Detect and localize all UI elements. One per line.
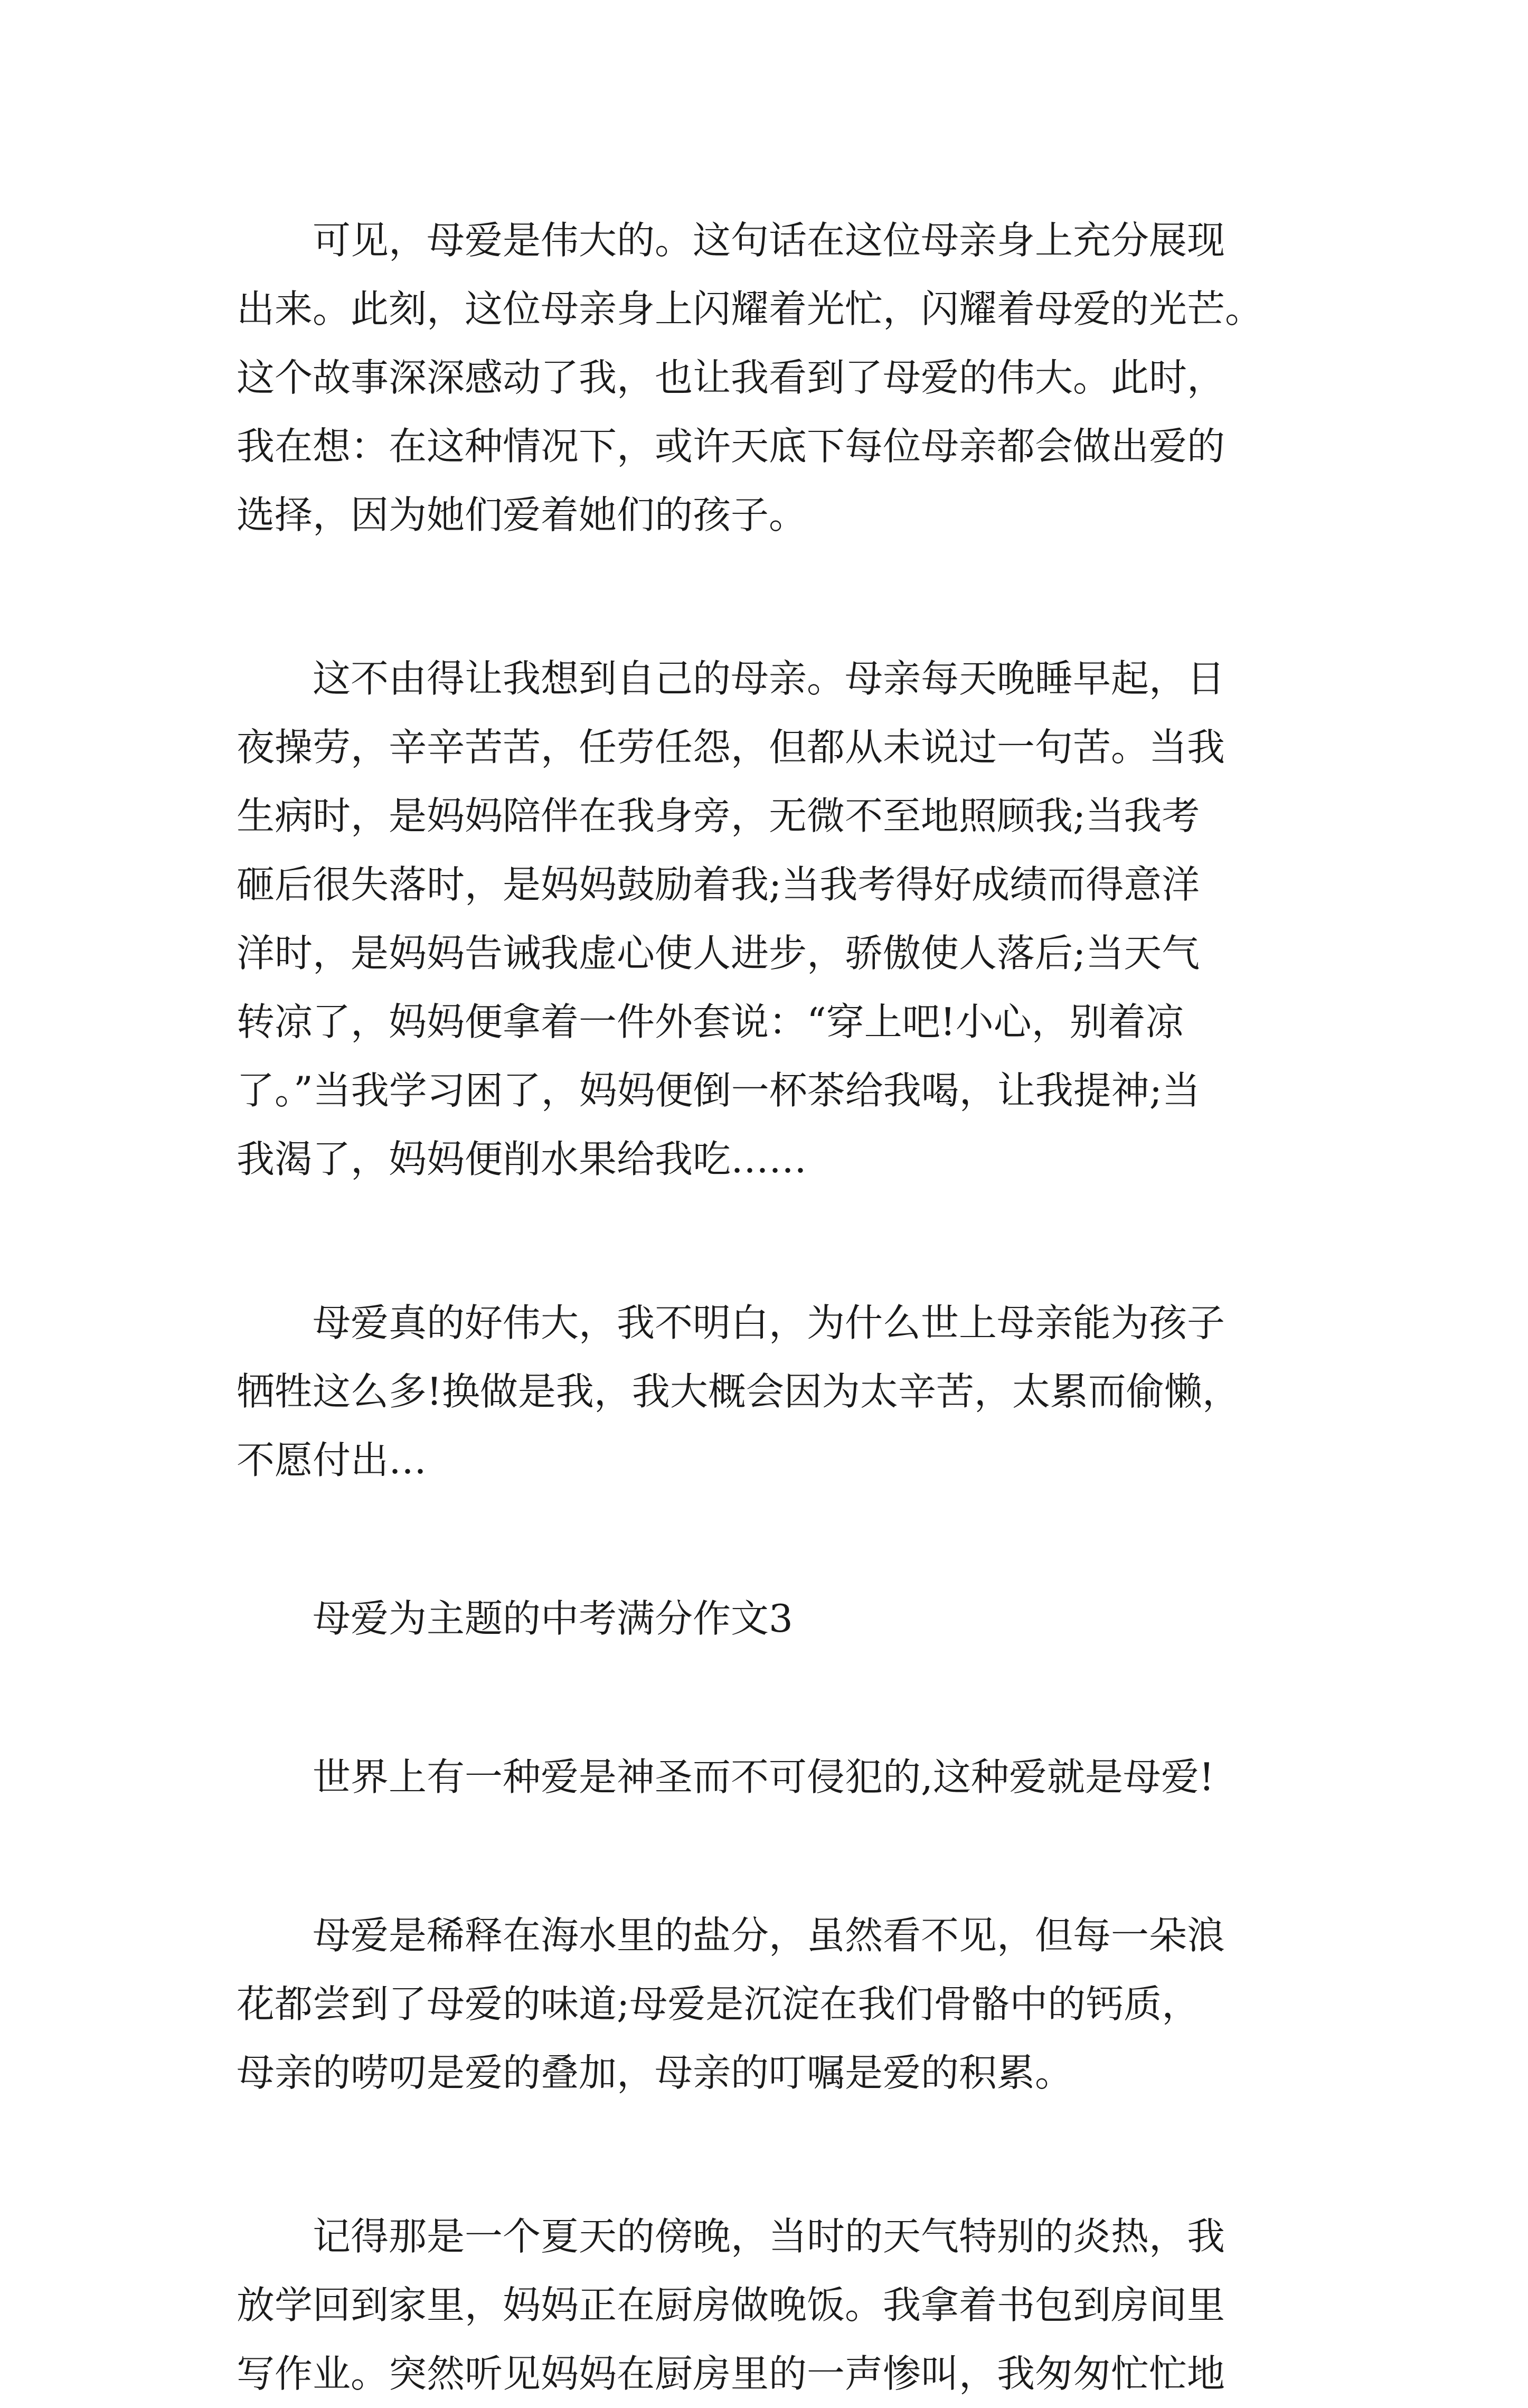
paragraph-line: 了。”当我学习困了，妈妈便倒一杯茶给我喝，让我提神;当 (237, 1068, 1201, 1113)
paragraph-line: 出来。此刻，这位母亲身上闪耀着光忙，闪耀着母爱的光芒。 (237, 287, 1263, 331)
paragraph-spacer (237, 1494, 1314, 1584)
paragraph-line: 这个故事深深感动了我，也让我看到了母爱的伟大。此时， (237, 355, 1225, 400)
paragraph-3 (237, 1288, 1314, 1494)
paragraph-line: 生病时，是妈妈陪伴在我身旁，无微不至地照顾我;当我考 (237, 794, 1200, 838)
paragraph-line: 这不由得让我想到自己的母亲。母亲每天晚睡早起，日 (313, 656, 1225, 701)
paragraph-line: 世界上有一种爱是神圣而不可侵犯的,这种爱就是母爱! (313, 1755, 1214, 1799)
paragraph-spacer (237, 549, 1314, 644)
document-body (237, 206, 1314, 2408)
section-title (237, 1584, 1314, 1653)
paragraph-spacer (237, 1653, 1314, 1743)
paragraph-2 (237, 644, 1314, 1193)
paragraph-line: 夜操劳，辛辛苦苦，任劳任怨，但都从未说过一句苦。当我 (237, 725, 1225, 769)
paragraph-line: 洋时，是妈妈告诫我虚心使人进步，骄傲使人落后;当天气 (237, 931, 1200, 975)
paragraph-7 (237, 2202, 1314, 2408)
paragraph-5 (237, 1743, 1314, 1811)
paragraph-line: 母爱真的好伟大，我不明白，为什么世上母亲能为孩子 (313, 1301, 1225, 1345)
paragraph-line: 可见，母爱是伟大的。这句话在这位母亲身上充分展现 (313, 218, 1225, 262)
paragraph-line: 我渴了，妈妈便削水果给我吃…… (237, 1137, 807, 1181)
paragraph-line: 我在想：在这种情况下，或许天底下每位母亲都会做出爱的 (237, 424, 1225, 468)
paragraph-line: 花都尝到了母爱的味道;母爱是沉淀在我们骨骼中的钙质， (237, 1982, 1200, 2026)
paragraph-spacer (237, 1193, 1314, 1288)
paragraph-spacer (237, 1811, 1314, 1901)
paragraph-line: 砸后很失落时，是妈妈鼓励着我;当我考得好成绩而得意洋 (237, 862, 1200, 907)
paragraph-line: 放学回到家里，妈妈正在厨房做晚饭。我拿着书包到房间里 (237, 2283, 1225, 2327)
paragraph-6 (237, 1901, 1314, 2107)
section-title-text: 母爱为主题的中考满分作文3 (313, 1596, 793, 1641)
paragraph-line: 不愿付出… (237, 1438, 427, 1482)
paragraph-line: 选择，因为她们爱着她们的孩子。 (237, 493, 807, 537)
paragraph-1 (237, 206, 1314, 549)
paragraph-line: 牺牲这么多!换做是我，我大概会因为太辛苦，太累而偷懒， (237, 1369, 1240, 1414)
paragraph-line: 记得那是一个夏天的傍晚，当时的天气特别的炎热，我 (313, 2214, 1225, 2259)
paragraph-line: 母爱是稀释在海水里的盐分，虽然看不见，但每一朵浪 (313, 1913, 1225, 1958)
paragraph-line: 转凉了，妈妈便拿着一件外套说：“穿上吧!小心，别着凉 (237, 1000, 1184, 1044)
paragraph-line: 写作业。突然听见妈妈在厨房里的一声惨叫，我匆匆忙忙地 (237, 2351, 1225, 2396)
paragraph-line: 母亲的唠叨是爱的叠加，母亲的叮嘱是爱的积累。 (237, 2050, 1073, 2095)
paragraph-spacer (237, 2107, 1314, 2202)
